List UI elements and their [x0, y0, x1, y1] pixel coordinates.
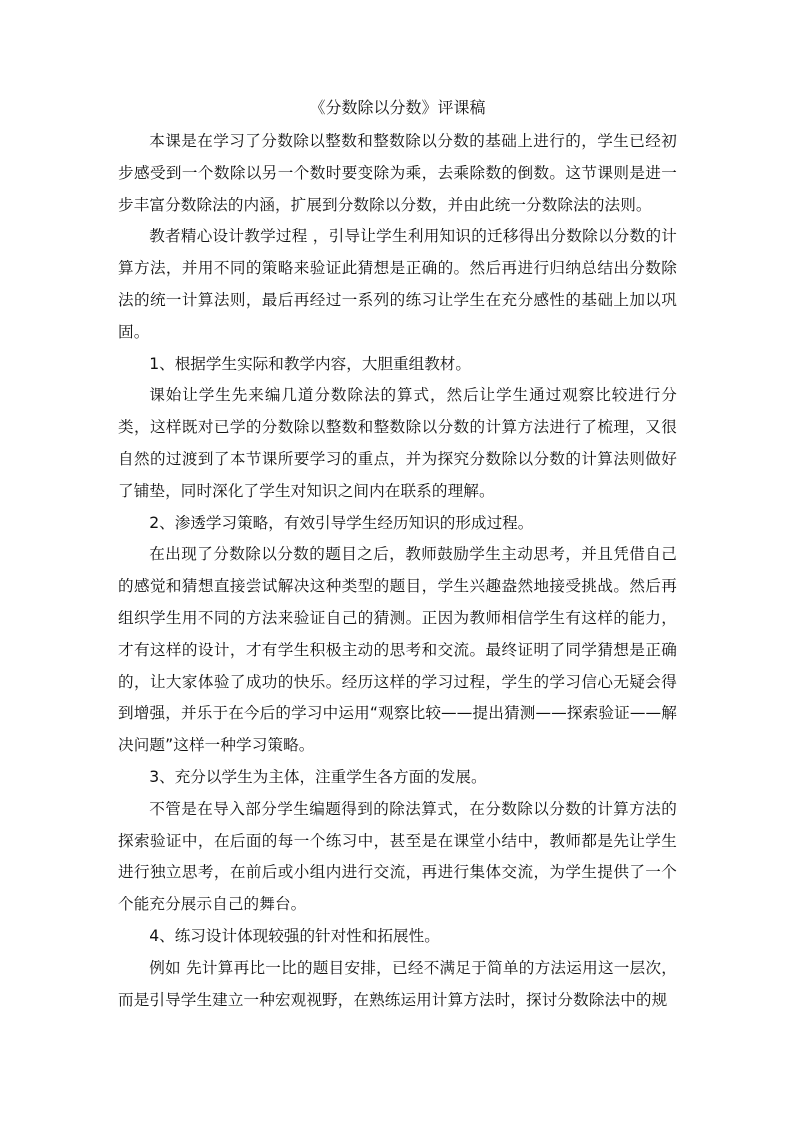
- paragraph-section-4: 例如 先计算再比一比的题目安排，已经不满足于简单的方法运用这一层次，而是引导学生建立一种宏观视野，在熟练运用计算方法时，探讨分数除法中的规: [118, 958, 677, 1009]
- paragraph-section-1: 课始让学生先来编几道分数除法的算式，然后让学生通过观察比较进行分类，这样既对已学的分数除以整数和整数除以分数的计算方法进行了梳理，又很自然的过渡到了本节课所要学习的重点，并为探究分数除以分数的计算法则做好了铺垫，同时深化了学生对知识之间内在联系的理解。: [118, 386, 677, 500]
- section-heading-1: 1、根据学生实际和教学内容，大胆重组教材。: [149, 354, 471, 373]
- document-title: 《分数除以分数》评课稿: [309, 98, 486, 117]
- section-heading-3: 3、充分以学生为主体，注重学生各方面的发展。: [149, 767, 487, 786]
- paragraph-section-3: 不管是在导入部分学生编题得到的除法算式，在分数除以分数的计算方法的探索验证中，在后面的每一个练习中，甚至是在课堂小结中，教师都是先让学生进行独立思考，在前后或小组内进行交流，再进行集体交流，为学生提供了一个个能充分展示自己的舞台。: [118, 799, 677, 914]
- section-heading-2: 2、渗透学习策略，有效引导学生经历知识的形成过程。: [149, 513, 534, 532]
- paragraph-section-2: 在出现了分数除以分数的题目之后，教师鼓励学生主动思考，并且凭借自己的感觉和猜想直接尝试解决这种类型的题目，学生兴趣盎然地接受挑战。然后再组织学生用不同的方法来验证自己的猜测。正因为教师相信学生有这样的能力，才有这样的设计，才有学生积极主动的思考和交流。最终证明了同学猜想是正确的，让大家体验了成功的快乐。经历这样的学习过程，学生的学习信心无疑会得到增强，并乐于在今后的学习中运用“观察比较——提出猜测——探索验证——解决问题”这样一种学习策略。: [118, 545, 677, 755]
- section-heading-4: 4、练习设计体现较强的针对性和拓展性。: [149, 926, 440, 945]
- document-page: [118, 96, 677, 1016]
- paragraph-overview: 教者精心设计教学过程 ，引导让学生利用知识的迁移得出分数除以分数的计算方法，并用不同的策略来验证此猜想是正确的。然后再进行归纳总结出分数除法的统一计算法则，最后再经过一系列的练习让学生在充分感性的基础上加以巩固。: [118, 227, 677, 341]
- paragraph-intro: 本课是在学习了分数除以整数和整数除以分数的基础上进行的，学生已经初步感受到一个数除以另一个数时要变除为乘，去乘除数的倒数。这节课则是进一步丰富分数除法的内涵，扩展到分数除以分数，并由此统一分数除法的法则。: [118, 132, 677, 214]
